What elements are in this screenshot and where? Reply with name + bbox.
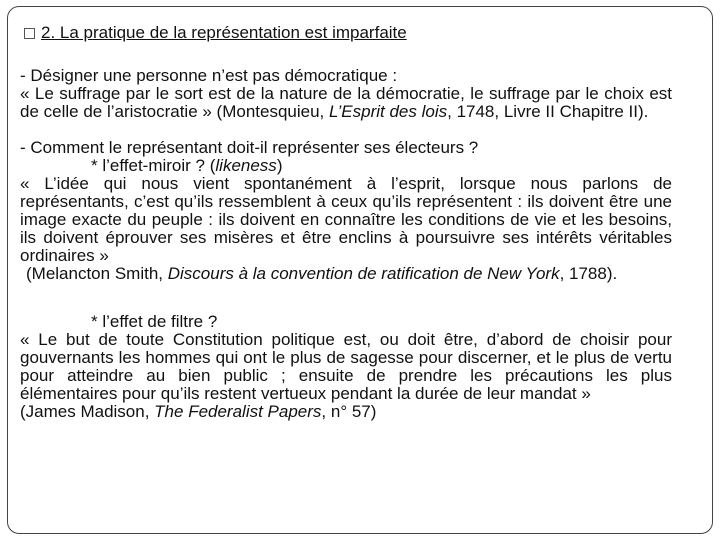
section3-citation	[20, 403, 672, 421]
section2-cite-suffix: , 1788).	[559, 264, 618, 283]
section2-cite-work: Discours à la convention de ratification de New York	[167, 264, 560, 283]
section2-sub-suffix: )	[276, 156, 283, 175]
section2-quote: « L’idée qui nous vient spontanément à l’esprit, lorsque nous parlons de représentants, c’est qu’ils ressemblent à ceux qu’ils représentent : ils doivent être une image exacte du peuple : ils doivent en connaître les conditions de vie et les besoins, ils doivent éprouver ses misères et être enclins à poursuivre ses intérêts véritables ordinaires »	[20, 174, 672, 265]
section3-cite-suffix: , n° 57)	[321, 402, 377, 421]
section3-cite-work: The Federalist Papers	[154, 402, 322, 421]
section2-citation	[20, 265, 672, 283]
section3-cite-prefix: (James Madison,	[20, 402, 155, 421]
slide-frame	[7, 6, 713, 534]
section1-work: L’Esprit des lois	[329, 102, 448, 121]
section3-subpoint: * l’effet de filtre ?	[91, 312, 218, 331]
slide-heading	[24, 23, 407, 43]
slide-content	[20, 67, 672, 421]
section1-tail: , 1748, Livre II Chapitre II).	[447, 102, 649, 121]
section2-sub-term: likeness	[215, 156, 277, 175]
heading-title: 2. La pratique de la représentation est imparfaite	[41, 23, 407, 42]
section1-lead: - Désigner une personne n’est pas démocratique :	[20, 66, 398, 85]
section2-cite-prefix: (Melancton Smith,	[26, 264, 168, 283]
section2-sub-prefix: * l’effet-miroir ? (	[91, 156, 216, 175]
spacer	[20, 283, 672, 313]
spacer	[20, 121, 672, 139]
section2-subpoint	[20, 157, 672, 175]
section1-quote-text: « Le suffrage par le sort est de la nature de la démocratie, le suffrage par le choix est de celle de l’aristocratie » (Montesquieu,	[20, 84, 672, 121]
section3-quote: « Le but de toute Constitution politique est, ou doit être, d’abord de choisir pour gouvernants les hommes qui ont le plus de sagesse pour discerner, et le plus de vertu pour atteindre au bien public ; ensuite de prendre les précautions les plus élémentaires pour qu’ils restent vertueux pendant la durée de leur mandat »	[20, 330, 672, 403]
checkbox-bullet-icon	[24, 28, 35, 39]
section2-lead: - Comment le représentant doit-il représenter ses électeurs ?	[20, 138, 479, 157]
section1-quote	[20, 85, 672, 121]
